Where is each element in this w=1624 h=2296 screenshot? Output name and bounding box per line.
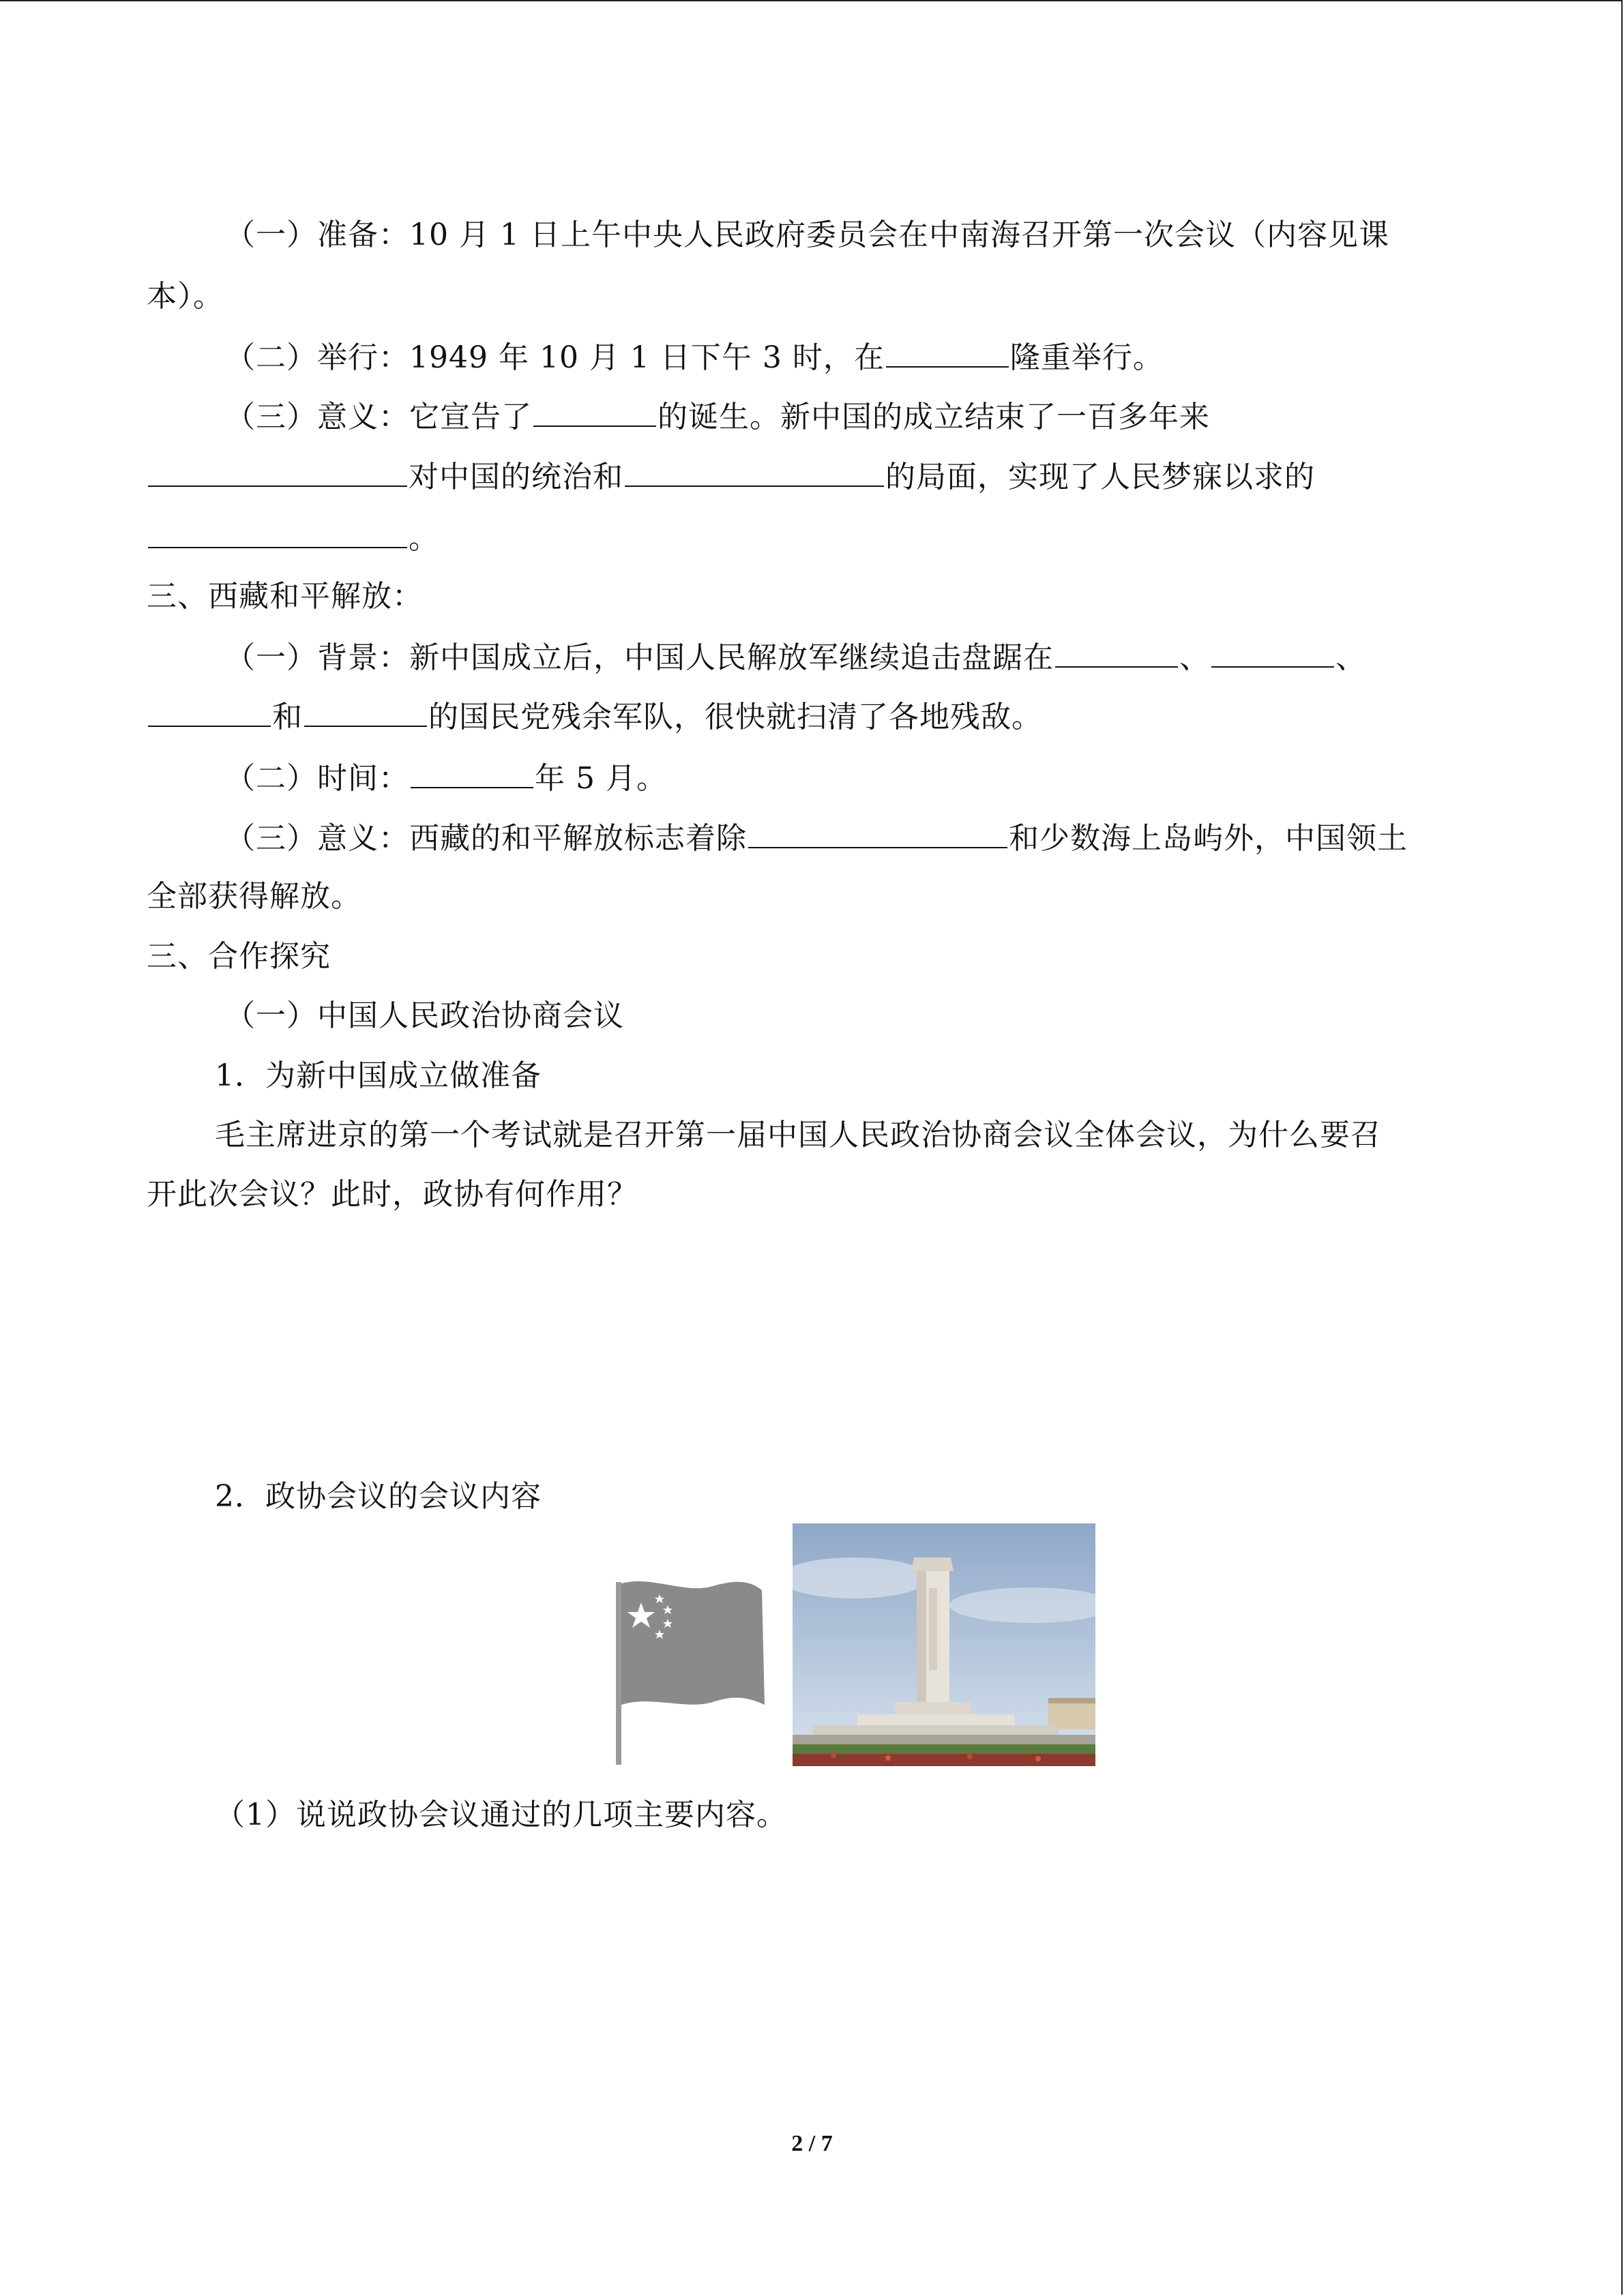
sig-blank-4[interactable]	[148, 517, 407, 548]
question-1-line-2: 开此次会议？此时，政协有何作用？	[147, 1177, 638, 1212]
sig-blank-1[interactable]	[533, 396, 656, 427]
held-post: 隆重举行。	[1009, 340, 1164, 375]
tibet-sig-blank[interactable]	[748, 817, 1007, 848]
prep-label: （一）准备：	[225, 218, 409, 252]
monument-photo-icon	[793, 1523, 1095, 1766]
sig3-end: 。	[409, 521, 439, 556]
sig-blank-2[interactable]	[148, 456, 407, 487]
explore-sub-1: （一）中国人民政治协商会议	[225, 998, 624, 1033]
held-place-blank[interactable]	[886, 336, 1009, 368]
tibet-background-line	[225, 636, 1366, 679]
tibet-time-line	[225, 757, 667, 799]
tibet-heading: 三、西藏和平解放：	[147, 579, 423, 614]
tibet-significance-cont: 全部获得解放。	[147, 879, 361, 914]
sig-label: （三）意义：	[225, 400, 409, 434]
prep-line	[225, 215, 1389, 256]
question-2: （1）说说政协会议通过的几项主要内容。	[215, 1798, 787, 1832]
tibet-background-line-2	[147, 696, 1042, 738]
national-flag-icon	[610, 1575, 774, 1766]
bg-blank-2[interactable]	[1211, 636, 1334, 668]
bg-pre: 新中国成立后，中国人民解放军继续追击盘踞在	[409, 640, 1054, 675]
held-line	[225, 336, 1164, 378]
prep-line-cont	[147, 276, 224, 317]
time-post: 年 5 月。	[535, 761, 667, 796]
time-label: （二）时间：	[225, 761, 409, 796]
significance-line-2	[147, 456, 1315, 498]
sig2-b: 的局面，实现了人民梦寐以求的	[885, 460, 1315, 494]
sig-pre: 它宣告了	[409, 400, 532, 434]
held-label: （二）举行：	[225, 340, 409, 375]
tibet-significance-line	[225, 817, 1408, 859]
sig-mid: 的诞生。新中国的成立结束了一百多年来	[658, 400, 1210, 434]
explore-item-2: 2．政协会议的会议内容	[215, 1479, 542, 1514]
bg2-post: 的国民党残余军队，很快就扫清了各地残敌。	[428, 700, 1042, 734]
bg-comma-2: 、	[1335, 640, 1366, 675]
bg2-and: 和	[272, 700, 303, 734]
question-1-line-1: 毛主席进京的第一个考试就是召开第一届中国人民政治协商会议全体会议，为什么要召	[215, 1118, 1381, 1152]
page-number: 2 / 7	[791, 2131, 833, 2156]
explore-heading: 三、合作探究	[147, 939, 331, 974]
explore-item-1: 1．为新中国成立做准备	[215, 1058, 542, 1093]
sig-blank-3[interactable]	[625, 456, 884, 487]
held-pre: 1949 年 10 月 1 日下午 3 时，在	[409, 340, 885, 375]
tibet-sig-pre: 西藏的和平解放标志着除	[409, 821, 747, 856]
time-blank[interactable]	[411, 757, 533, 788]
bg-blank-3[interactable]	[148, 696, 271, 727]
bg-blank-4[interactable]	[304, 696, 427, 727]
prep-cont: 本）。	[147, 279, 224, 314]
tibet-sig-post: 和少数海上岛屿外，中国领土	[1009, 821, 1408, 856]
sig2-a: 对中国的统治和	[409, 460, 623, 494]
bg-label: （一）背景：	[225, 640, 409, 675]
significance-line	[225, 396, 1210, 438]
significance-line-3	[147, 517, 439, 559]
bg-comma-1: 、	[1179, 640, 1210, 675]
tibet-sig-label: （三）意义：	[225, 821, 409, 856]
prep-text: 10 月 1 日上午中央人民政府委员会在中南海召开第一次会议（内容见课	[409, 218, 1389, 252]
bg-blank-1[interactable]	[1055, 636, 1178, 668]
